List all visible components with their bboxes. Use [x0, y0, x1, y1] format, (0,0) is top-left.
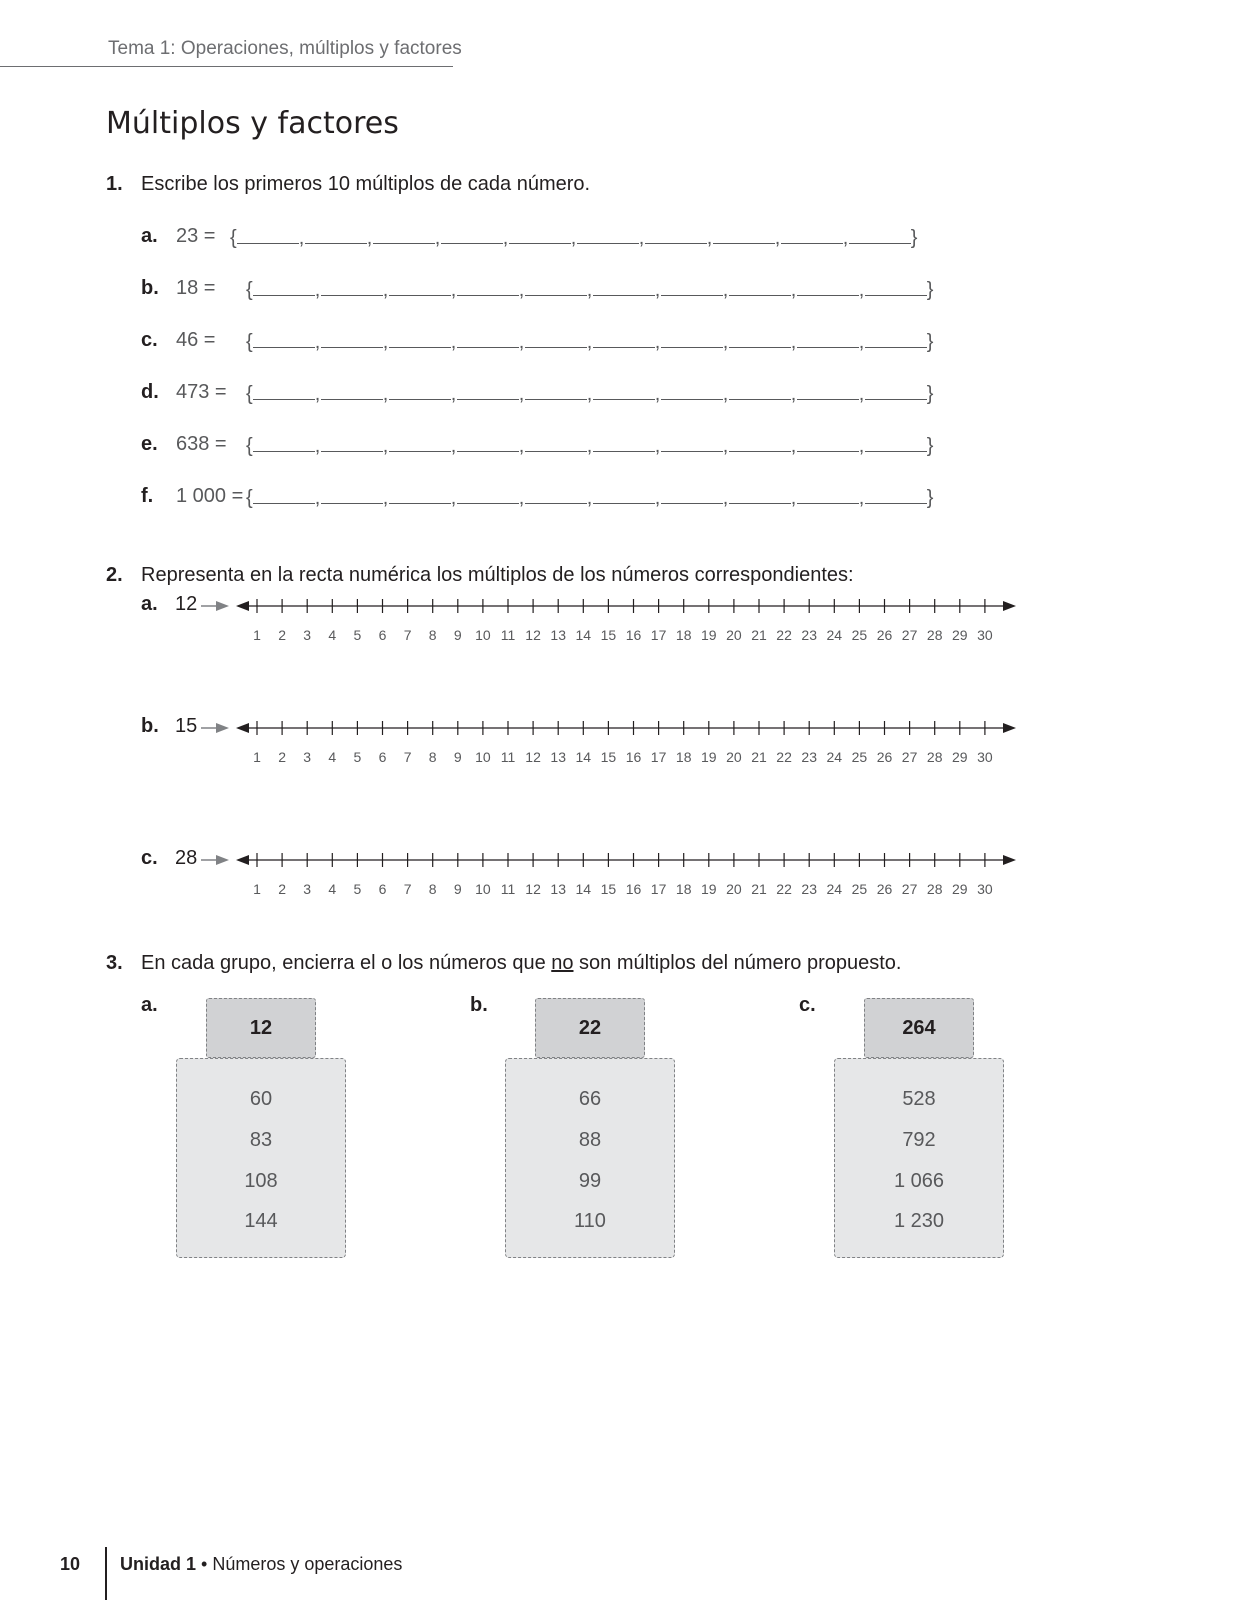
exercise-3-instruction	[141, 952, 901, 975]
comma-separator: ,	[298, 227, 305, 249]
pointer-arrow-head	[216, 601, 229, 611]
comma-separator: ,	[586, 279, 593, 301]
answer-blank[interactable]	[457, 485, 519, 504]
tick-label: 26	[876, 749, 893, 765]
tick-label: 5	[353, 881, 362, 897]
group-candidate-number[interactable]: 66	[578, 1088, 602, 1110]
comma-separator: ,	[314, 279, 321, 301]
answer-blank[interactable]	[865, 433, 927, 452]
tick-label: 18	[675, 627, 692, 643]
exercise-1-number: 1.	[106, 173, 123, 195]
number-line-value: 15	[175, 715, 198, 737]
tick-label: 30	[977, 881, 993, 897]
multiples-set	[230, 225, 917, 250]
group-candidate-number[interactable]: 1 066	[893, 1170, 945, 1192]
answer-blank[interactable]	[373, 225, 435, 244]
comma-separator: ,	[450, 487, 457, 509]
number-line-letter: b.	[141, 715, 159, 737]
tick-label: 25	[851, 881, 868, 897]
axis-right-arrowhead	[1003, 855, 1016, 865]
comma-separator: ,	[586, 383, 593, 405]
open-brace: {	[230, 227, 237, 249]
tick-label: 12	[525, 881, 541, 897]
answer-blank[interactable]	[457, 277, 519, 296]
item-label: 1 000 =	[176, 485, 244, 507]
tick-label: 5	[353, 749, 362, 765]
exercise-2-instruction: Representa en la recta numérica los múltiplos de los números correspondientes:	[141, 564, 854, 586]
comma-separator: ,	[314, 331, 321, 353]
group-head-number: 12	[206, 998, 316, 1058]
number-line-letter: c.	[141, 847, 158, 869]
open-brace: {	[246, 487, 253, 509]
tick-label: 17	[650, 627, 667, 643]
comma-separator: ,	[722, 435, 729, 457]
exercise-1-row	[0, 225, 1245, 255]
comma-separator: ,	[450, 435, 457, 457]
answer-blank[interactable]	[389, 329, 451, 348]
tick-label: 20	[726, 881, 742, 897]
close-brace: }	[926, 331, 934, 353]
tick-label: 18	[675, 749, 692, 765]
comma-separator: ,	[382, 331, 389, 353]
answer-blank[interactable]	[661, 381, 723, 400]
tick-label: 17	[650, 881, 667, 897]
answer-blank[interactable]	[661, 277, 723, 296]
footer-unit	[120, 1554, 402, 1575]
open-brace: {	[246, 279, 253, 301]
answer-blank[interactable]	[509, 225, 571, 244]
tick-label: 29	[952, 627, 968, 643]
tick-label: 12	[525, 749, 541, 765]
item-letter: d.	[141, 381, 159, 403]
tick-label: 3	[303, 881, 312, 897]
tick-label: 19	[701, 627, 717, 643]
exercise-1-instruction: Escribe los primeros 10 múltiplos de cada número.	[141, 173, 591, 195]
tick-label: 5	[353, 627, 362, 643]
comma-separator: ,	[654, 383, 661, 405]
tick-label: 6	[378, 749, 387, 765]
tick-label: 13	[550, 881, 566, 897]
tick-label: 11	[500, 881, 516, 897]
instruction-text-after: son múltiplos del número propuesto.	[573, 952, 902, 974]
answer-blank[interactable]	[729, 433, 791, 452]
instruction-underlined-word: no	[551, 952, 574, 974]
comma-separator: ,	[382, 383, 389, 405]
group-candidate-number[interactable]: 528	[902, 1088, 936, 1110]
answer-blank[interactable]	[729, 485, 791, 504]
footer-separator: •	[196, 1554, 213, 1574]
group-letter: a.	[141, 994, 158, 1016]
tick-label: 14	[575, 627, 592, 643]
tick-label: 10	[475, 881, 491, 897]
answer-blank[interactable]	[593, 329, 655, 348]
item-label: 638 =	[176, 433, 227, 455]
tick-label: 9	[453, 627, 462, 643]
tick-label: 27	[901, 627, 918, 643]
comma-separator: ,	[382, 279, 389, 301]
tick-label: 4	[328, 749, 337, 765]
tick-label: 22	[776, 749, 792, 765]
axis-right-arrowhead	[1003, 723, 1016, 733]
answer-blank[interactable]	[389, 485, 451, 504]
tick-label: 9	[453, 881, 462, 897]
answer-blank[interactable]	[865, 329, 927, 348]
group-candidate-number[interactable]: 792	[902, 1129, 936, 1151]
comma-separator: ,	[790, 435, 797, 457]
answer-blank[interactable]	[577, 225, 639, 244]
comma-separator: ,	[706, 227, 713, 249]
tick-label: 28	[926, 881, 943, 897]
tick-label: 22	[776, 627, 792, 643]
tick-label: 21	[751, 881, 767, 897]
comma-separator: ,	[314, 487, 321, 509]
close-brace: }	[910, 227, 918, 249]
item-label: 23 =	[176, 225, 216, 247]
answer-blank[interactable]	[457, 329, 519, 348]
open-brace: {	[246, 435, 253, 457]
tick-label: 30	[977, 627, 993, 643]
answer-blank[interactable]	[797, 329, 859, 348]
tick-label: 8	[428, 881, 437, 897]
tick-label: 27	[901, 881, 918, 897]
item-letter: f.	[141, 485, 154, 507]
comma-separator: ,	[638, 227, 645, 249]
tick-label: 3	[303, 627, 312, 643]
comma-separator: ,	[790, 383, 797, 405]
tick-label: 16	[625, 881, 642, 897]
group-candidate-number[interactable]: 144	[244, 1210, 278, 1232]
open-brace: {	[246, 331, 253, 353]
comma-separator: ,	[382, 487, 389, 509]
answer-blank[interactable]	[457, 381, 519, 400]
tick-label: 16	[625, 749, 642, 765]
comma-separator: ,	[722, 383, 729, 405]
tick-label: 27	[901, 749, 918, 765]
exercise-1-row	[0, 381, 1245, 411]
tick-label: 4	[328, 627, 337, 643]
tick-label: 19	[701, 881, 717, 897]
axis-right-arrowhead	[1003, 601, 1016, 611]
page-number: 10	[60, 1554, 81, 1574]
answer-blank[interactable]	[237, 225, 299, 244]
comma-separator: ,	[790, 487, 797, 509]
group-letter: b.	[470, 994, 488, 1016]
answer-blank[interactable]	[525, 485, 587, 504]
item-letter: e.	[141, 433, 158, 455]
answer-blank[interactable]	[441, 225, 503, 244]
exercise-1-row	[0, 277, 1245, 307]
tick-label: 7	[403, 749, 412, 765]
tick-label: 20	[726, 627, 742, 643]
answer-blank[interactable]	[253, 485, 315, 504]
tick-label: 15	[600, 749, 617, 765]
answer-blank[interactable]	[525, 277, 587, 296]
answer-blank[interactable]	[525, 329, 587, 348]
answer-blank[interactable]	[797, 433, 859, 452]
answer-blank[interactable]	[525, 381, 587, 400]
comma-separator: ,	[518, 383, 525, 405]
exercise-1-row	[0, 433, 1245, 463]
group-candidate-number[interactable]: 83	[249, 1129, 273, 1151]
tick-label: 21	[751, 627, 767, 643]
answer-blank[interactable]	[797, 277, 859, 296]
group-candidate-number[interactable]: 99	[578, 1170, 602, 1192]
close-brace: }	[926, 435, 934, 457]
item-label: 46 =	[176, 329, 216, 351]
group-candidate-number[interactable]: 110	[574, 1210, 606, 1232]
axis-left-arrowhead	[236, 723, 249, 733]
exercise-3-number: 3.	[106, 952, 123, 974]
tick-label: 8	[428, 627, 437, 643]
answer-blank[interactable]	[305, 225, 367, 244]
tick-label: 29	[952, 881, 968, 897]
answer-blank[interactable]	[457, 433, 519, 452]
tick-label: 14	[575, 881, 592, 897]
comma-separator: ,	[722, 331, 729, 353]
tick-label: 13	[550, 749, 566, 765]
exercise-2-number: 2.	[106, 564, 123, 586]
number-line	[0, 840, 1245, 900]
number-line-letter: a.	[141, 593, 158, 615]
tick-label: 24	[826, 881, 843, 897]
tick-label: 16	[625, 627, 642, 643]
comma-separator: ,	[450, 331, 457, 353]
comma-separator: ,	[722, 279, 729, 301]
tick-label: 11	[500, 627, 516, 643]
answer-blank[interactable]	[781, 225, 843, 244]
number-line-value: 12	[175, 593, 198, 615]
answer-blank[interactable]	[865, 277, 927, 296]
answer-blank[interactable]	[729, 381, 791, 400]
group-candidate-number[interactable]: 1 230	[893, 1210, 945, 1232]
comma-separator: ,	[842, 227, 849, 249]
comma-separator: ,	[518, 279, 525, 301]
close-brace: }	[926, 487, 934, 509]
tick-label: 2	[278, 881, 286, 897]
group-candidate-number[interactable]: 108	[244, 1170, 278, 1192]
tick-label: 25	[851, 627, 868, 643]
comma-separator: ,	[722, 487, 729, 509]
comma-separator: ,	[654, 487, 661, 509]
pointer-arrow-head	[216, 723, 229, 733]
comma-separator: ,	[314, 383, 321, 405]
answer-blank[interactable]	[593, 485, 655, 504]
tick-label: 24	[826, 627, 843, 643]
comma-separator: ,	[314, 435, 321, 457]
tick-label: 6	[378, 627, 387, 643]
tick-label: 21	[751, 749, 767, 765]
tick-label: 28	[926, 749, 943, 765]
comma-separator: ,	[858, 331, 865, 353]
group-head-number: 22	[535, 998, 645, 1058]
answer-blank[interactable]	[865, 485, 927, 504]
comma-separator: ,	[586, 487, 593, 509]
answer-blank[interactable]	[797, 485, 859, 504]
comma-separator: ,	[502, 227, 509, 249]
comma-separator: ,	[790, 279, 797, 301]
tick-label: 1	[253, 881, 261, 897]
comma-separator: ,	[790, 331, 797, 353]
tick-label: 9	[453, 749, 462, 765]
tick-label: 14	[575, 749, 592, 765]
answer-blank[interactable]	[593, 381, 655, 400]
tick-label: 15	[600, 881, 617, 897]
answer-blank[interactable]	[321, 329, 383, 348]
comma-separator: ,	[518, 487, 525, 509]
answer-blank[interactable]	[661, 433, 723, 452]
item-label: 473 =	[176, 381, 227, 403]
tick-label: 10	[475, 627, 491, 643]
footer-rule	[105, 1547, 107, 1600]
answer-blank[interactable]	[389, 277, 451, 296]
comma-separator: ,	[858, 279, 865, 301]
item-letter: a.	[141, 225, 158, 247]
tick-label: 22	[776, 881, 792, 897]
tick-label: 1	[253, 627, 261, 643]
tick-label: 2	[278, 627, 286, 643]
answer-blank[interactable]	[525, 433, 587, 452]
tick-label: 13	[550, 627, 566, 643]
comma-separator: ,	[654, 331, 661, 353]
comma-separator: ,	[570, 227, 577, 249]
item-letter: c.	[141, 329, 158, 351]
close-brace: }	[926, 383, 934, 405]
number-line	[0, 586, 1245, 646]
answer-blank[interactable]	[253, 329, 315, 348]
tick-label: 1	[253, 749, 261, 765]
answer-blank[interactable]	[645, 225, 707, 244]
tick-label: 6	[378, 881, 387, 897]
comma-separator: ,	[382, 435, 389, 457]
answer-blank[interactable]	[729, 277, 791, 296]
tick-label: 23	[801, 749, 817, 765]
footer-unit-name: Unidad 1	[120, 1554, 197, 1574]
tick-label: 25	[851, 749, 868, 765]
tick-label: 28	[926, 627, 943, 643]
answer-blank[interactable]	[321, 381, 383, 400]
tick-label: 2	[278, 749, 286, 765]
multiples-set	[246, 277, 933, 302]
answer-blank[interactable]	[713, 225, 775, 244]
header-rule	[0, 66, 453, 67]
multiples-set	[246, 485, 933, 510]
number-line	[0, 708, 1245, 768]
tick-label: 23	[801, 627, 817, 643]
exercise-1-row	[0, 485, 1245, 515]
group-candidate-number[interactable]: 88	[578, 1129, 602, 1151]
tick-label: 12	[525, 627, 541, 643]
multiples-set	[246, 381, 933, 406]
answer-blank[interactable]	[729, 329, 791, 348]
multiples-set	[246, 329, 933, 354]
answer-blank[interactable]	[593, 277, 655, 296]
comma-separator: ,	[858, 383, 865, 405]
answer-blank[interactable]	[321, 433, 383, 452]
item-label: 18 =	[176, 277, 216, 299]
axis-left-arrowhead	[236, 855, 249, 865]
comma-separator: ,	[586, 331, 593, 353]
answer-blank[interactable]	[797, 381, 859, 400]
answer-blank[interactable]	[389, 381, 451, 400]
number-line-value: 28	[175, 847, 198, 869]
running-head: Tema 1: Operaciones, múltiplos y factores	[108, 38, 462, 59]
comma-separator: ,	[518, 435, 525, 457]
tick-label: 7	[403, 627, 412, 643]
comma-separator: ,	[586, 435, 593, 457]
tick-label: 18	[675, 881, 692, 897]
comma-separator: ,	[774, 227, 781, 249]
instruction-text-before: En cada grupo, encierra el o los números que	[141, 952, 552, 974]
tick-label: 26	[876, 881, 893, 897]
comma-separator: ,	[858, 435, 865, 457]
item-letter: b.	[141, 277, 159, 299]
answer-blank[interactable]	[321, 485, 383, 504]
comma-separator: ,	[654, 279, 661, 301]
comma-separator: ,	[450, 383, 457, 405]
answer-blank[interactable]	[661, 329, 723, 348]
tick-label: 3	[303, 749, 312, 765]
answer-blank[interactable]	[321, 277, 383, 296]
tick-label: 8	[428, 749, 437, 765]
pointer-arrow-head	[216, 855, 229, 865]
tick-label: 7	[403, 881, 412, 897]
answer-blank[interactable]	[865, 381, 927, 400]
page-title: Múltiplos y factores	[106, 106, 399, 141]
tick-label: 15	[600, 627, 617, 643]
axis-left-arrowhead	[236, 601, 249, 611]
footer-unit-title: Números y operaciones	[212, 1554, 403, 1574]
tick-label: 19	[701, 749, 717, 765]
answer-blank[interactable]	[253, 277, 315, 296]
tick-label: 26	[876, 627, 893, 643]
answer-blank[interactable]	[849, 225, 911, 244]
answer-blank[interactable]	[389, 433, 451, 452]
answer-blank[interactable]	[661, 485, 723, 504]
close-brace: }	[926, 279, 934, 301]
tick-label: 23	[801, 881, 817, 897]
tick-label: 20	[726, 749, 742, 765]
tick-label: 17	[650, 749, 667, 765]
answer-blank[interactable]	[253, 433, 315, 452]
comma-separator: ,	[366, 227, 373, 249]
tick-label: 10	[475, 749, 491, 765]
exercise-1-row	[0, 329, 1245, 359]
tick-label: 30	[977, 749, 993, 765]
answer-blank[interactable]	[253, 381, 315, 400]
tick-label: 29	[952, 749, 968, 765]
group-candidate-number[interactable]: 60	[249, 1088, 273, 1110]
open-brace: {	[246, 383, 253, 405]
comma-separator: ,	[434, 227, 441, 249]
comma-separator: ,	[450, 279, 457, 301]
tick-label: 24	[826, 749, 843, 765]
tick-label: 11	[500, 749, 516, 765]
comma-separator: ,	[858, 487, 865, 509]
answer-blank[interactable]	[593, 433, 655, 452]
group-head-number: 264	[864, 998, 974, 1058]
group-letter: c.	[799, 994, 816, 1016]
multiples-set	[246, 433, 933, 458]
tick-label: 4	[328, 881, 337, 897]
comma-separator: ,	[654, 435, 661, 457]
comma-separator: ,	[518, 331, 525, 353]
